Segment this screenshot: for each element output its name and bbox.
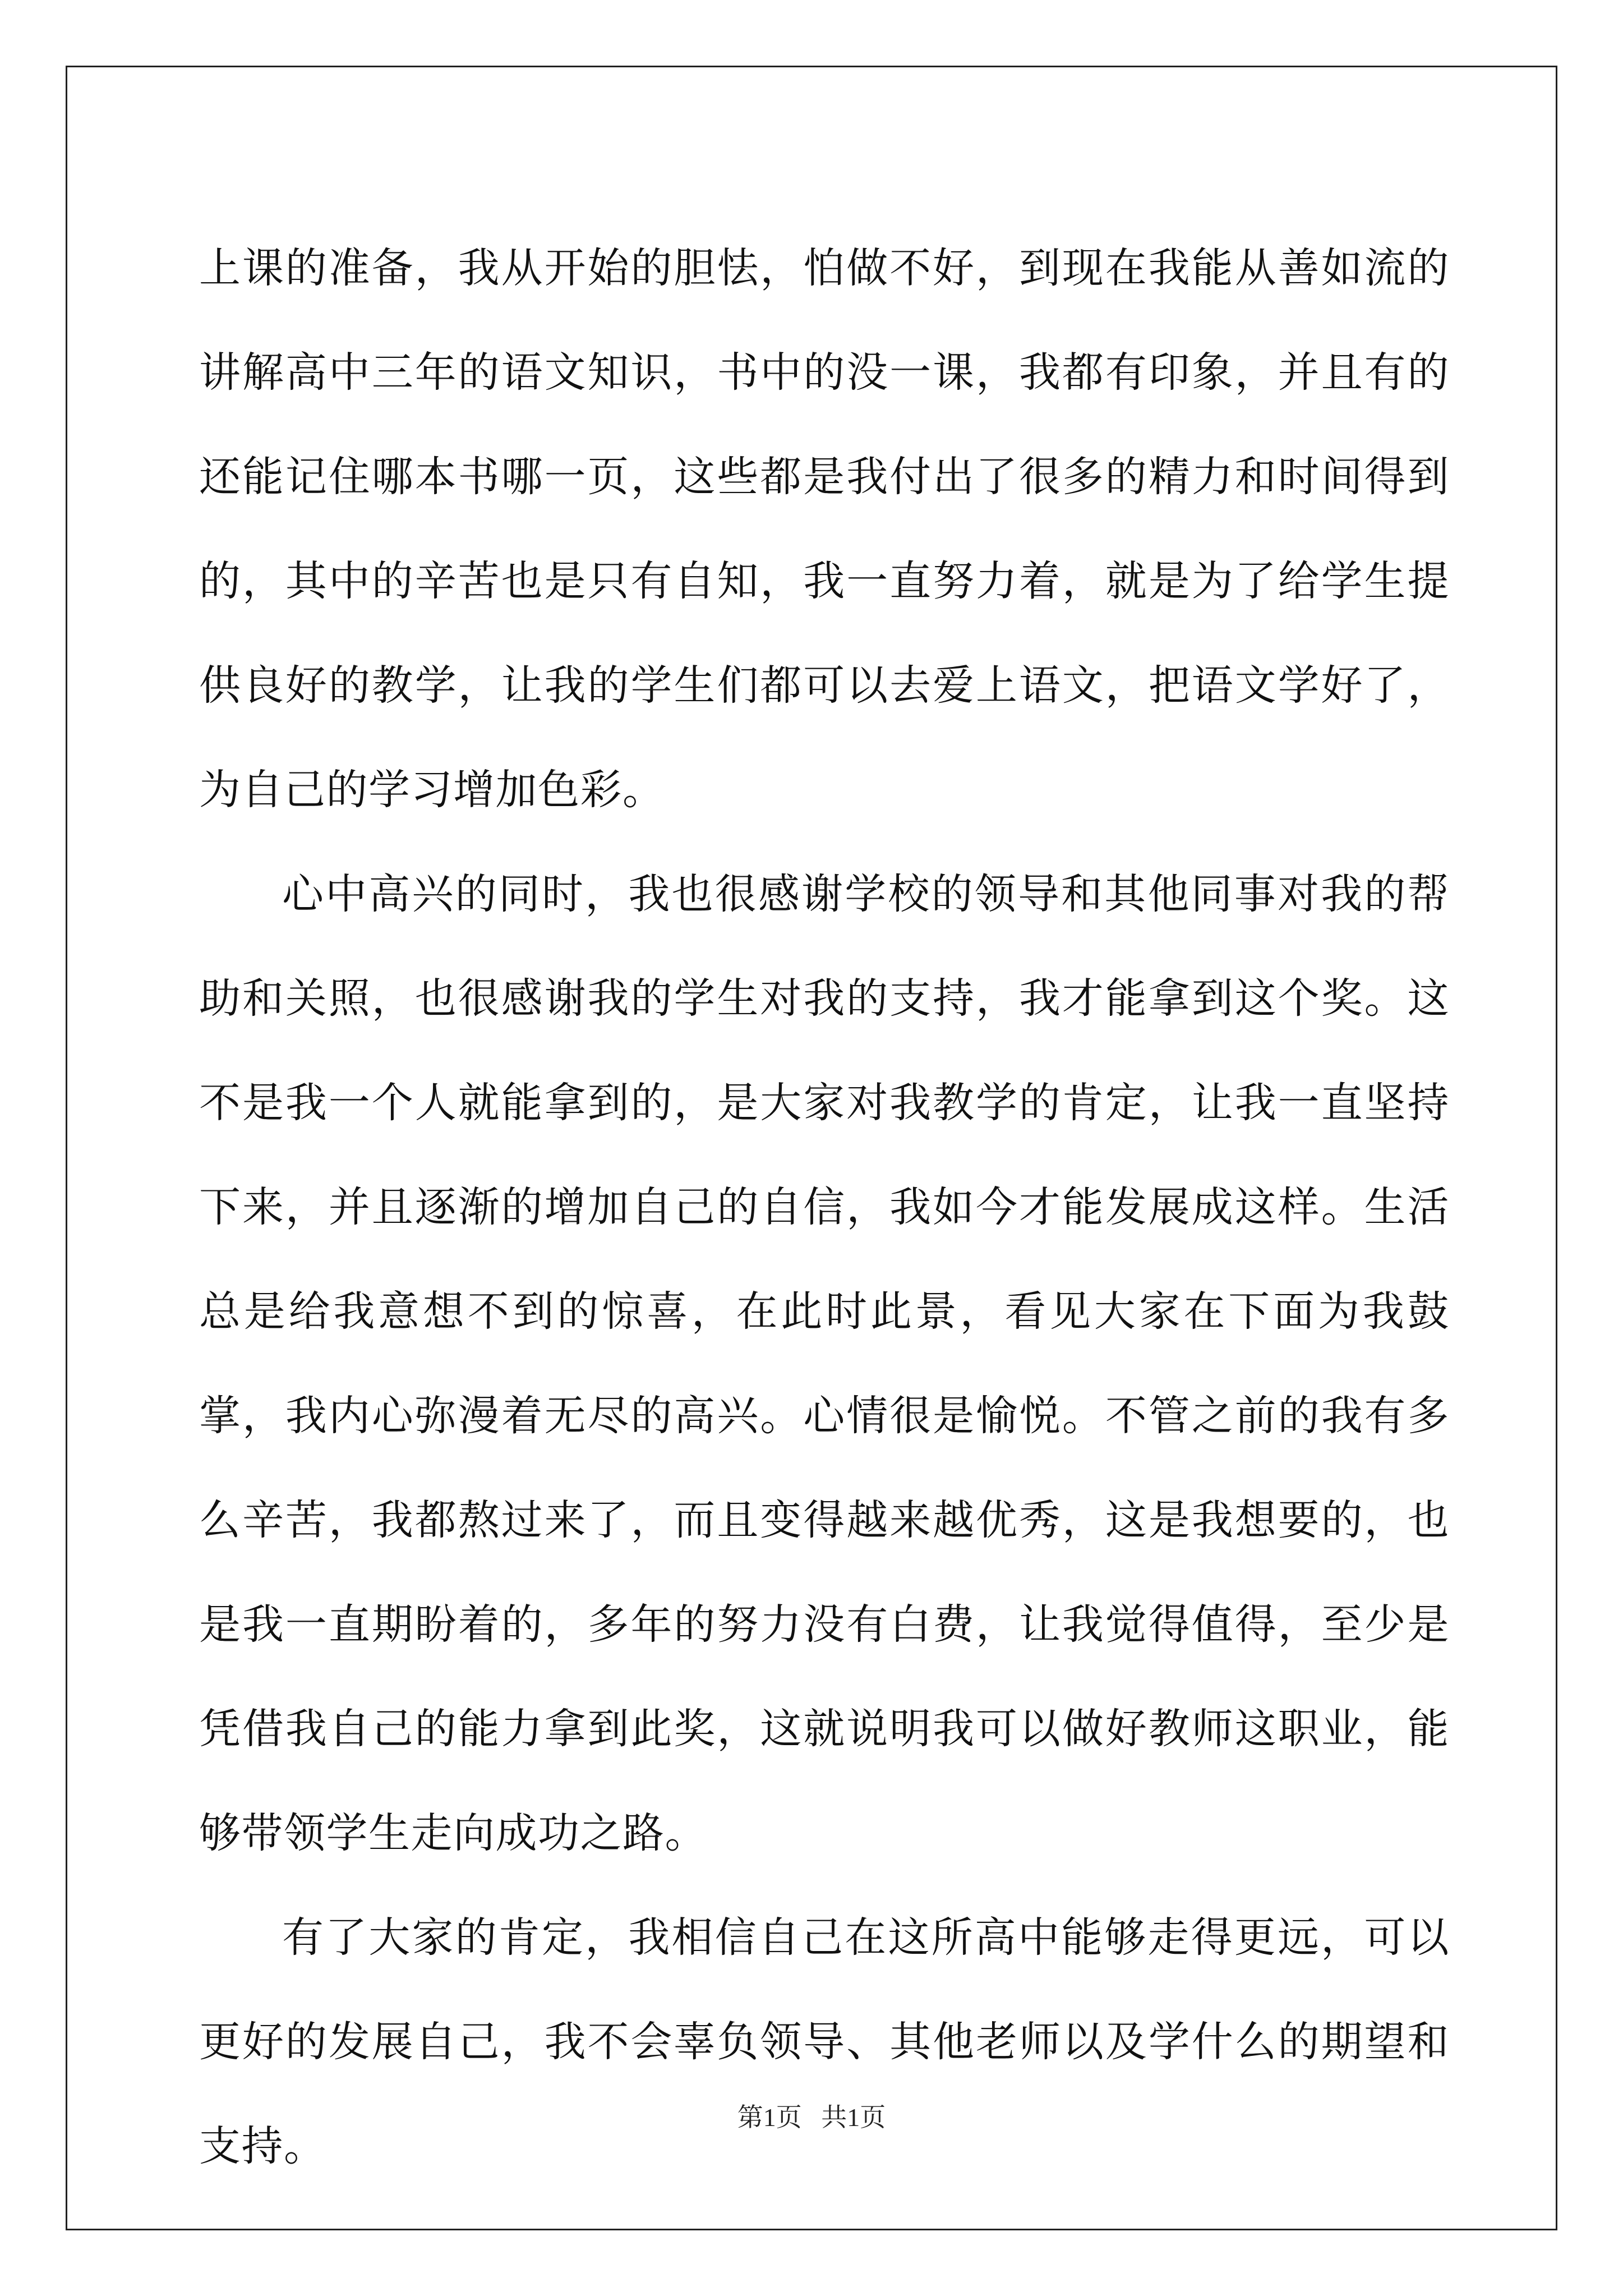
page-number-footer: 第1页 共1页 xyxy=(737,2103,886,2132)
paragraph-1: 上课的准备，我从开始的胆怯，怕做不好，到现在我能从善如流的讲解高中三年的语文知识，书中的没一课，我都有印象，并且有的还能记住哪本书哪一页，这些都是我付出了很多的精力和时间得到的，其中的辛苦也是只有自知，我一直努力着，就是为了给学生提供良好的教学，让我的学生们都可以去爱上语文，把语文学好了，为自己的学习增加色彩。 xyxy=(199,244,1450,814)
document-body xyxy=(199,216,1450,2198)
paragraph-3: 有了大家的肯定，我相信自己在这所高中能够走得更远，可以更好的发展自己，我不会辜负领导、其他老师以及学什么的期望和支持。 xyxy=(199,1913,1450,2170)
paragraph-2: 心中高兴的同时，我也很感谢学校的领导和其他同事对我的帮助和关照，也很感谢我的学生对我的支持，我才能拿到这个奖。这不是我一个人就能拿到的，是大家对我教学的肯定，让我一直坚持下来，并且逐渐的增加自己的自信，我如今才能发展成这样。生活总是给我意想不到的惊喜，在此时此景，看见大家在下面为我鼓掌，我内心弥漫着无尽的高兴。心情很是愉悦。不管之前的我有多么辛苦，我都熬过来了，而且变得越来越优秀，这是我想要的，也是我一直期盼着的，多年的努力没有白费，让我觉得值得，至少是凭借我自己的能力拿到此奖，这就说明我可以做好教师这职业，能够带领学生走向成功之路。 xyxy=(199,870,1450,1857)
